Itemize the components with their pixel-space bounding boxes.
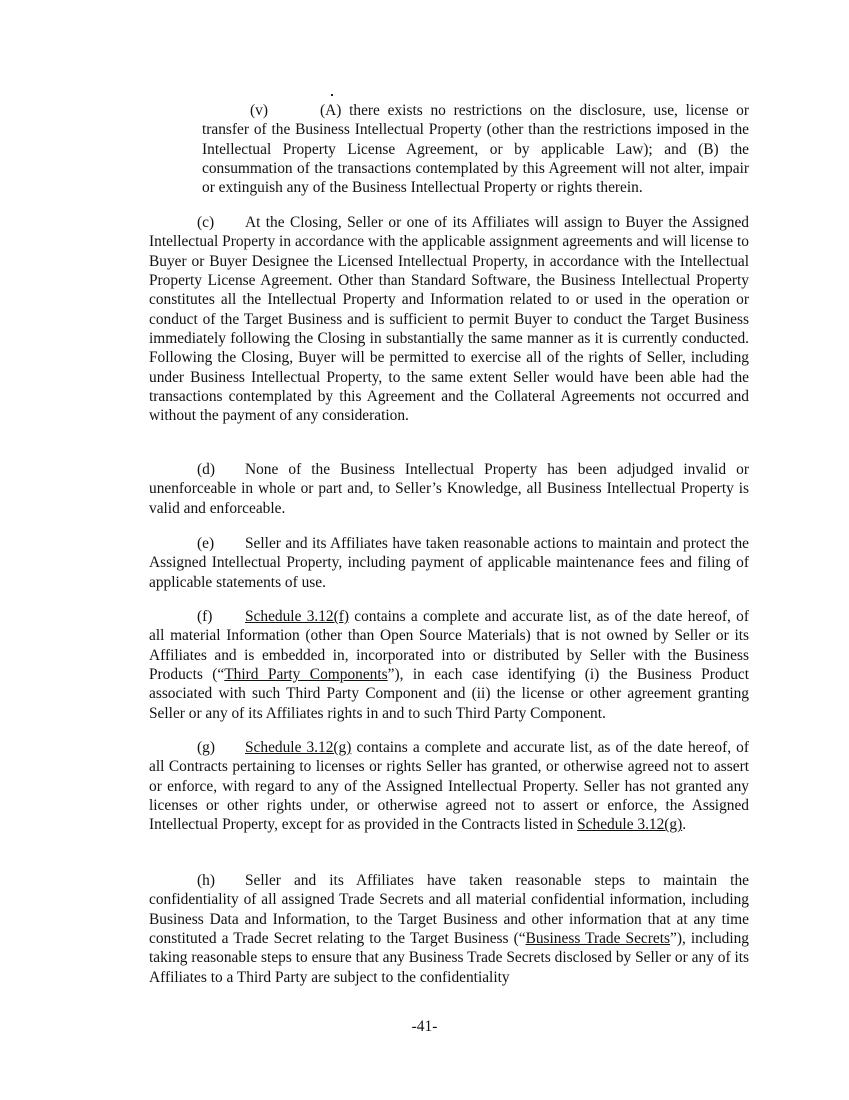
paragraph-g [149, 738, 749, 835]
paragraph-f-text-1: contains a complete and accurate list, as of the date hereof, of all material Information (other than Open Source Materials) that is not owned by Seller or its Affiliates and is embedded in, incorporated into or distributed by Seller with the Business Products (“ [149, 608, 749, 684]
paragraph-c [149, 213, 749, 426]
paragraph-v-text: (A) there exists no restrictions on the disclosure, use, license or transfer of the Business Intellectual Property (other than the restrictions imposed in the Intellectual Property License Agreement, or by applicable Law); and (B) the consummation of the transactions contemplated by this Agreement will not alter, impair or extinguish any of the Business Intellectual Property or rights therein. [202, 102, 749, 197]
paragraph-c-label: (c) [197, 214, 215, 231]
paragraph-e-text: Seller and its Affiliates have taken reasonable actions to maintain and protect the Assigned Intellectual Property, including payment of applicable maintenance fees and filing of applicable statements of use. [149, 535, 749, 591]
schedule-3-12-g-reference: Schedule 3.12(g) [245, 739, 352, 756]
paragraph-f-label: (f) [197, 608, 213, 625]
defined-term-third-party-components: Third Party Components [224, 666, 388, 684]
schedule-3-12-f-reference: Schedule 3.12(f) [245, 608, 349, 625]
defined-term-business-trade-secrets: Business Trade Secrets [525, 930, 670, 948]
paragraph-c-text: At the Closing, Seller or one of its Affiliates will assign to Buyer the Assigned Intellectual Property in accordance with the applicable assignment agreements and will license to Buyer or Buyer Designee the Licensed Intellectual Property, in accordance with the Intellectual Property License Agreement. Other than Standard Software, the Business Intellectual Property constitutes all the Intellectual Property and Information related to or used in the operation or conduct of the Target Business and is sufficient to permit Buyer to conduct the Target Business immediately following the Closing in substantially the same manner as it is currently conducted. Following the Closing, Buyer will be permitted to exercise all of the rights of Seller, including under Business Intellectual Property, to the same extent Seller would have been able had the transactions contemplated by this Agreement and the Collateral Agreements not occurred and without the payment of any consideration. [149, 214, 749, 425]
paragraph-v-label: (v) [250, 102, 268, 119]
paragraph-f [149, 607, 749, 723]
paragraph-e [149, 534, 749, 592]
paragraph-d [149, 460, 749, 518]
paragraph-h [149, 871, 749, 987]
stray-mark [331, 94, 333, 96]
paragraph-d-label: (d) [197, 461, 215, 478]
schedule-3-12-g-reference-2: Schedule 3.12(g) [577, 816, 683, 834]
paragraph-h-label: (h) [197, 872, 215, 889]
paragraph-d-text: None of the Business Intellectual Property has been adjudged invalid or unenforceable in whole or part and, to Seller’s Knowledge, all Business Intellectual Property is valid and enforceable. [149, 461, 749, 517]
paragraph-h-text-2: ”), including taking reasonable steps to ensure that any Business Trade Secrets disclosed by Seller or any of its Affiliates to a Third Party are subject to the confidentiality [149, 930, 750, 986]
paragraph-g-text-1: contains a complete and accurate list, as of the date hereof, of all Contracts pertaining to licenses or rights Seller has granted, or otherwise agreed not to assert or enforce, with regard to any of the Assigned Intellectual Property. Seller has not granted any licenses or other rights under, or otherwise agreed not to assert or enforce, the Assigned Intellectual Property, except for as provided in the Contracts listed in [149, 739, 749, 834]
paragraph-f-text-2: ”), in each case identifying (i) the Business Product associated with such Third Party Component and (ii) the license or other agreement granting Seller or any of its Affiliates rights in and to such Third Party Component. [149, 666, 750, 722]
paragraph-g-label: (g) [197, 739, 215, 756]
paragraph-e-label: (e) [197, 535, 215, 552]
page-number: -41- [411, 1018, 438, 1035]
paragraph-g-text-2: . [682, 816, 687, 834]
paragraph-h-text-1: Seller and its Affiliates have taken reasonable steps to maintain the confidentiality of all assigned Trade Secrets and all material confidential information, including Business Data and Information, to the Target Business and other information that at any time constituted a Trade Secret relating to the Target Business (“ [149, 872, 749, 948]
paragraph-v [202, 101, 749, 198]
